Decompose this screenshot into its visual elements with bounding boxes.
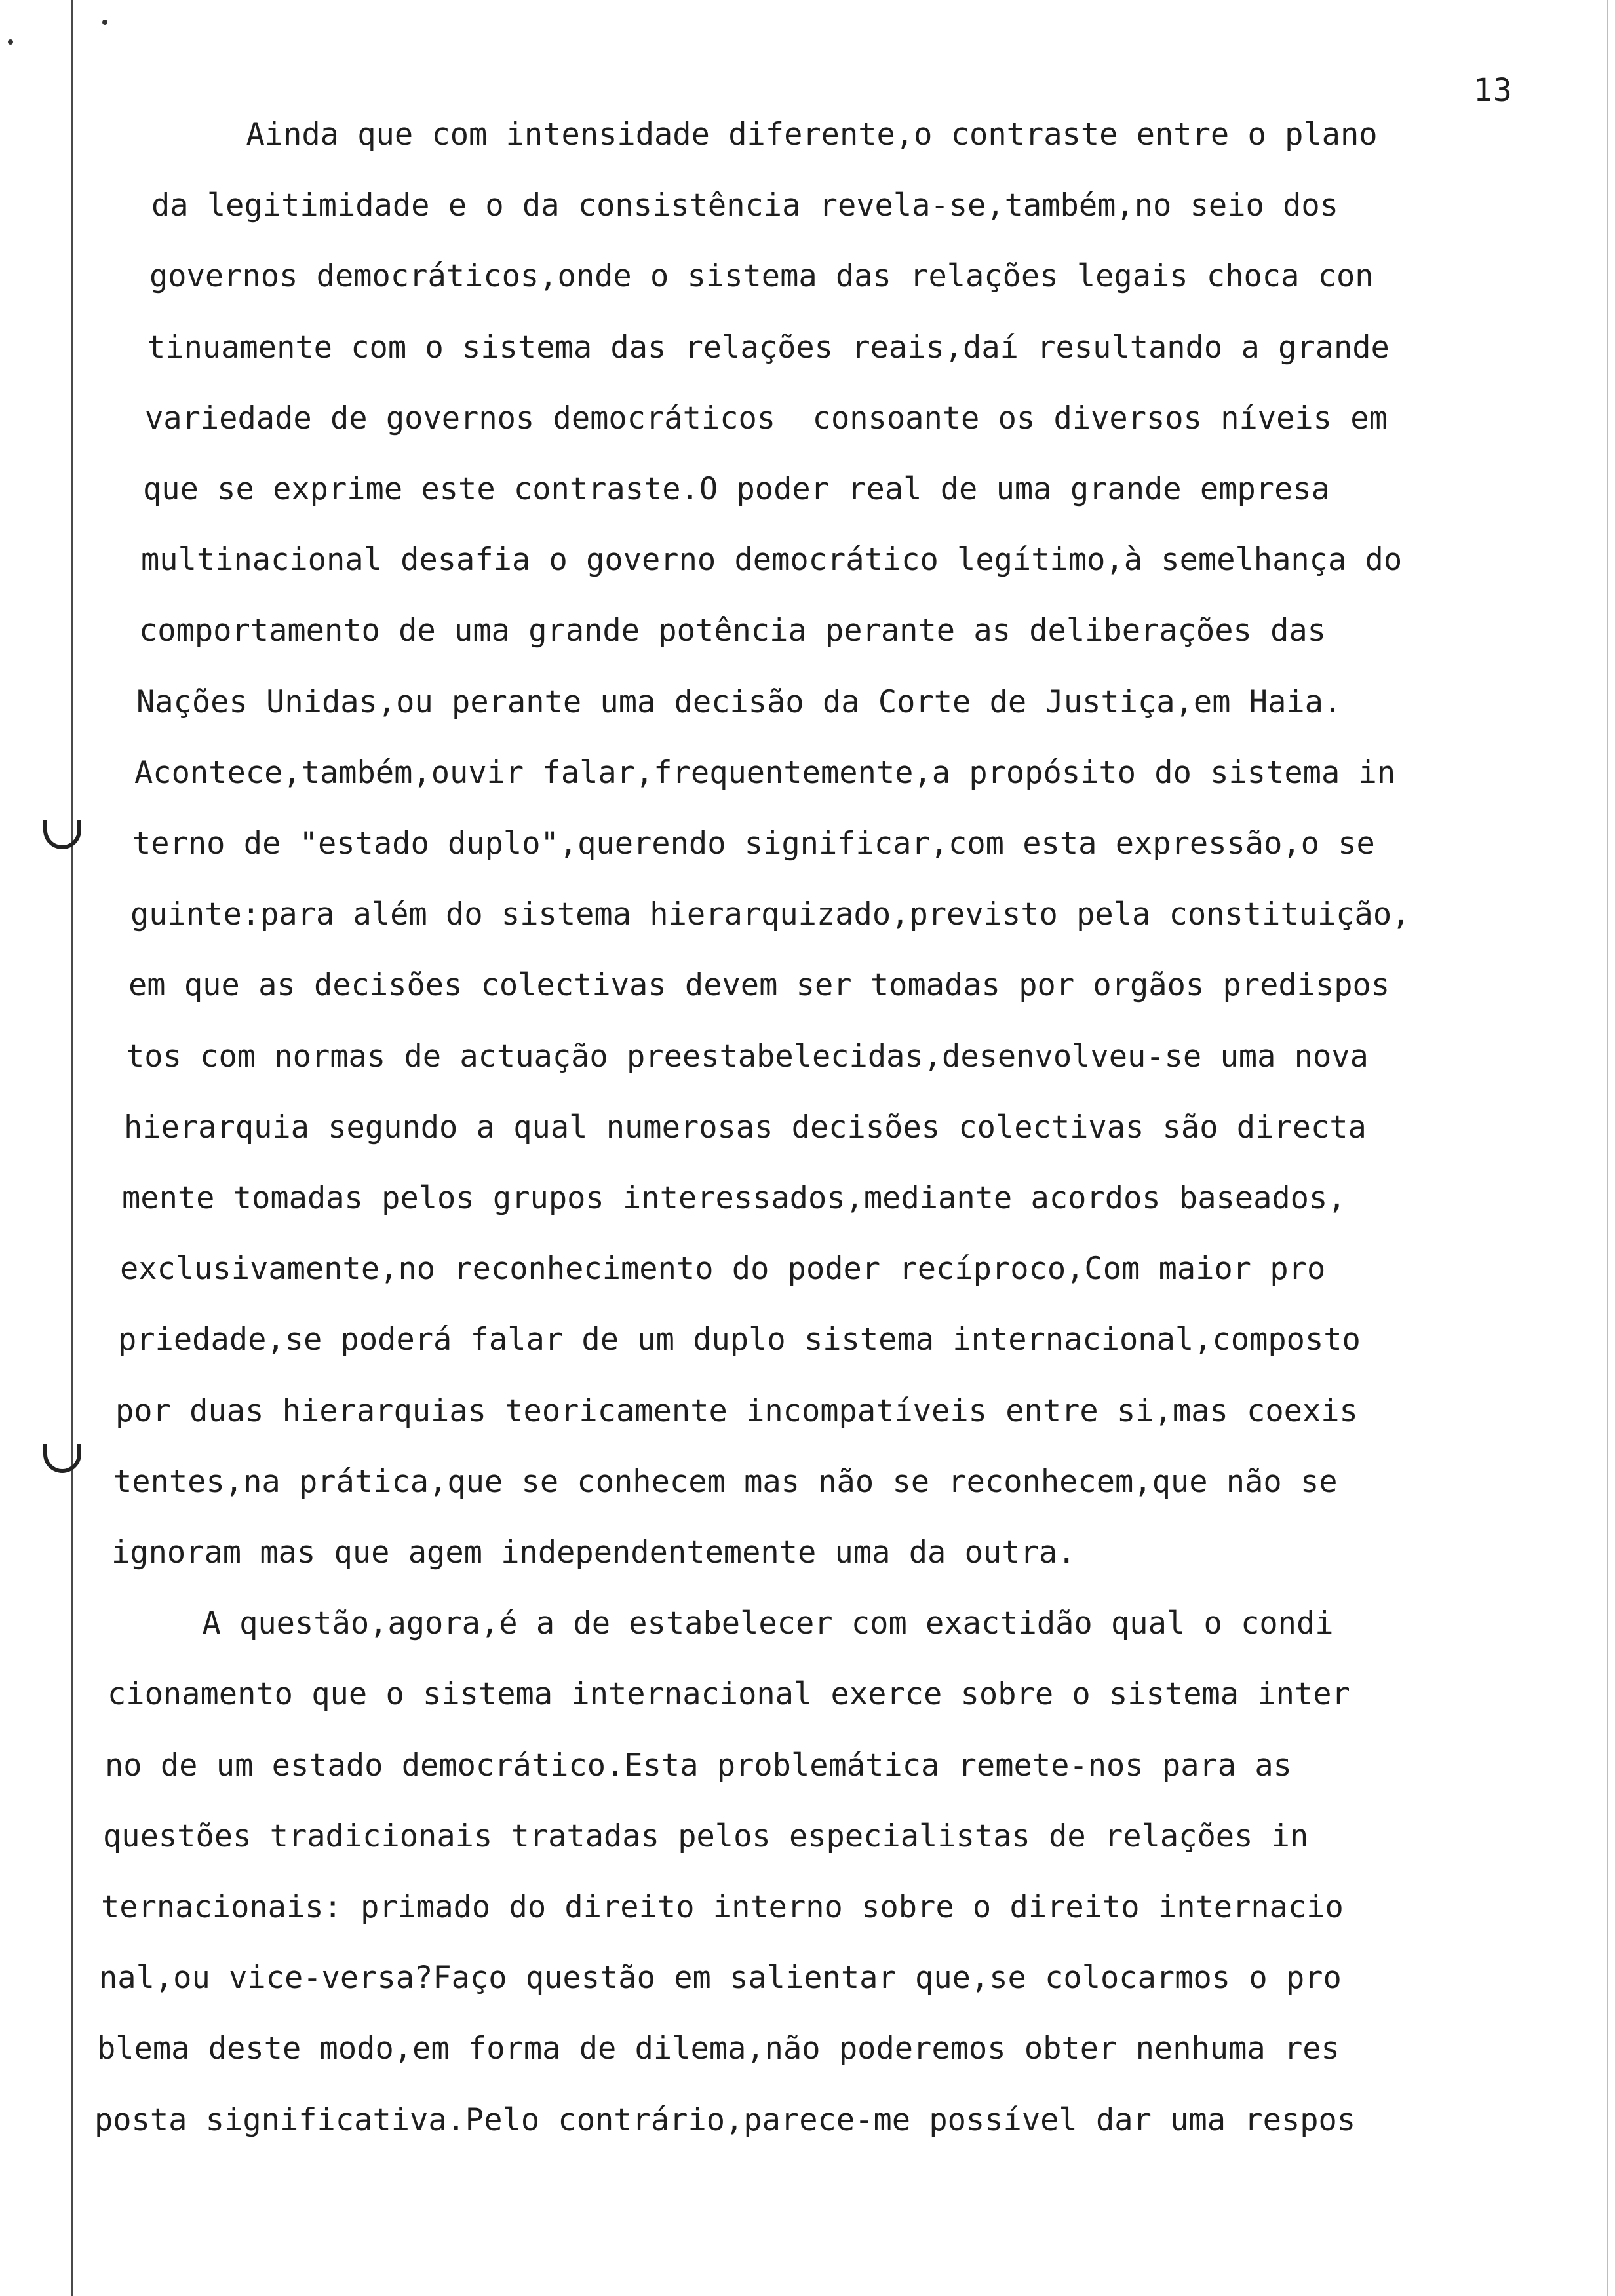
- text-line: comportamento de uma grande potência perante as deliberações das: [139, 613, 1326, 649]
- text-line: tos com normas de actuação preestabelecidas,desenvolveu-se uma nova: [126, 1039, 1369, 1075]
- text-line: questões tradicionais tratadas pelos especialistas de relações in: [103, 1818, 1309, 1854]
- text-line: posta significativa.Pelo contrário,parece-me possível dar uma respos: [94, 2102, 1356, 2138]
- text-line: tinuamente com o sistema das relações reais,daí resultando a grande: [147, 330, 1390, 366]
- text-line: tentes,na prática,que se conhecem mas não se reconhecem,que não se: [113, 1464, 1338, 1500]
- punch-hole-mark: [43, 820, 81, 849]
- text-line: em que as decisões colectivas devem ser tomadas por orgãos predispos: [128, 967, 1390, 1003]
- text-line: governos democráticos,onde o sistema das relações legais choca con: [149, 258, 1374, 294]
- text-line: terno de "estado duplo",querendo significar,com esta expressão,o se: [132, 826, 1375, 862]
- speck: [8, 39, 13, 45]
- text-line: A questão,agora,é a de estabelecer com exactidão qual o condi: [109, 1605, 1334, 1641]
- text-line: ignoram mas que agem independentemente uma da outra.: [111, 1535, 1076, 1571]
- text-line: cionamento que o sistema internacional exerce sobre o sistema inter: [107, 1676, 1350, 1712]
- text-line: blema deste modo,em forma de dilema,não poderemos obter nenhuma res: [97, 2031, 1340, 2067]
- speck: [102, 20, 107, 25]
- text-line: Acontece,também,ouvir falar,frequentemente,a propósito do sistema in: [134, 755, 1396, 791]
- text-line: Nações Unidas,ou perante uma decisão da Corte de Justiça,em Haia.: [136, 684, 1342, 720]
- text-line: que se exprime este contraste.O poder real de uma grande empresa: [143, 471, 1330, 507]
- right-edge-line: [1607, 0, 1608, 2296]
- text-line: guinte:para além do sistema hierarquizado,previsto pela constituição,: [130, 896, 1411, 932]
- text-line: multinacional desafia o governo democrático legítimo,à semelhança do: [141, 542, 1403, 578]
- text-line: mente tomadas pelos grupos interessados,mediante acordos baseados,: [122, 1180, 1346, 1216]
- text-line: no de um estado democrático.Esta problemática remete-nos para as: [105, 1748, 1292, 1784]
- page-number: 13: [1473, 72, 1513, 109]
- text-line: variedade de governos democráticos consoante os diversos níveis em: [145, 400, 1388, 436]
- text-line: Ainda que com intensidade diferente,o contraste entre o plano: [153, 117, 1378, 153]
- text-line: hierarquia segundo a qual numerosas decisões colectivas são directa: [124, 1109, 1367, 1145]
- text-line: exclusivamente,no reconhecimento do poder recíproco,Com maior pro: [120, 1251, 1326, 1287]
- text-line: priedade,se poderá falar de um duplo sistema internacional,composto: [118, 1322, 1361, 1358]
- left-margin-line: [71, 0, 73, 2296]
- text-line: por duas hierarquias teoricamente incompatíveis entre si,mas coexis: [115, 1393, 1358, 1429]
- text-line: da legitimidade e o da consistência revela-se,também,no seio dos: [151, 187, 1338, 223]
- text-line: ternacionais: primado do direito interno sobre o direito internacio: [101, 1889, 1344, 1925]
- text-line: nal,ou vice-versa?Faço questão em salientar que,se colocarmos o pro: [99, 1960, 1342, 1996]
- punch-hole-mark: [43, 1444, 81, 1473]
